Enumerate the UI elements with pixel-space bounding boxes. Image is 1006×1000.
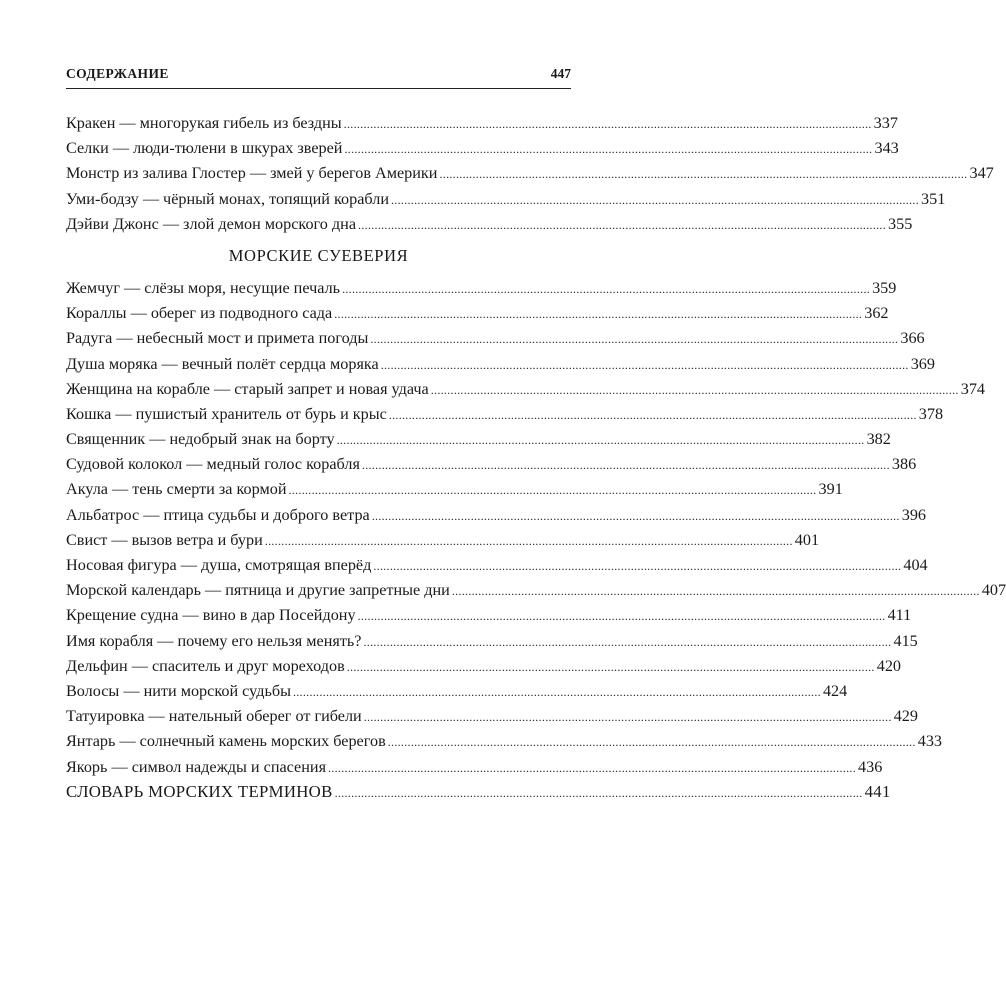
toc-entry-label: Жемчуг — слёзы моря, несущие печаль xyxy=(66,278,341,297)
toc-entry-label: Кракен — многорукая гибель из бездны xyxy=(66,114,342,132)
toc-entry-label: Судовой колокол — медный голос корабля xyxy=(66,455,360,474)
toc-entry-label: СЛОВАРЬ МОРСКИХ ТЕРМИНОВ xyxy=(66,781,333,801)
toc-entry-page: 420 xyxy=(876,656,901,675)
toc-entry[interactable] xyxy=(66,278,897,303)
toc-entry-label: Женщина на корабле — старый запрет и новая удача xyxy=(66,379,429,398)
toc-entry-page: 337 xyxy=(873,114,898,132)
toc-entry-page: 351 xyxy=(921,189,946,208)
toc-entry-page: 401 xyxy=(794,530,820,549)
toc-entry-page: 415 xyxy=(893,631,918,650)
leader-dots: ................................................................................................................................................................ xyxy=(439,167,968,182)
leader-dots: ................................................................................................................................................................ xyxy=(387,735,916,750)
section-heading: МОРСКИЕ СУЕВЕРИЯ xyxy=(228,245,409,265)
leader-dots: ................................................................................................................................................................ xyxy=(391,192,919,207)
toc-entry-label: Свист — вызов ветра и бури xyxy=(66,530,263,549)
toc-entry-label: Селки — люди-тюлени в шкурах зверей xyxy=(66,139,343,158)
toc-entry-label: Акула — тень смерти за кормой xyxy=(66,480,287,499)
leader-dots: ................................................................................................................................................................ xyxy=(292,684,821,699)
toc-entry-page: 386 xyxy=(891,455,917,474)
toc-entry-label: Священник — недобрый знак на борту xyxy=(66,430,335,449)
toc-entry-page: 424 xyxy=(822,681,848,700)
toc-entry-label: Монстр из залива Глостер — змей у берегов Америки xyxy=(66,164,438,183)
leader-dots: ................................................................................................................................................................ xyxy=(380,357,909,372)
toc-entry[interactable] xyxy=(66,189,946,214)
leader-dots: ................................................................................................................................................................ xyxy=(430,382,959,397)
page-number: 447 xyxy=(550,66,571,81)
toc-entry[interactable] xyxy=(66,757,883,782)
toc-entry[interactable] xyxy=(66,479,843,504)
toc-entry-label: Кораллы — оберег из подводного сада xyxy=(66,304,333,323)
toc-entry-page: 359 xyxy=(872,278,897,297)
toc-entry[interactable] xyxy=(66,379,986,404)
toc-entry-label: Дельфин — спаситель и друг мореходов xyxy=(66,656,345,675)
toc-entry[interactable] xyxy=(66,505,927,530)
toc-entry[interactable] xyxy=(66,555,928,580)
leader-dots: ................................................................................................................................................................ xyxy=(361,458,890,473)
toc-entry[interactable] xyxy=(66,706,918,731)
toc-entry[interactable] xyxy=(66,530,820,555)
leader-dots: ................................................................................................................................................................ xyxy=(346,659,875,674)
toc-entry-page: 441 xyxy=(864,781,891,801)
toc-entry-label: Крещение судна — вино в дар Посейдону xyxy=(66,606,356,625)
toc-entry-label: Радуга — небесный мост и примета погоды xyxy=(66,329,369,348)
leader-dots: ................................................................................................................................................................ xyxy=(288,483,817,498)
leader-dots: ................................................................................................................................................................ xyxy=(451,584,980,599)
toc-entry-page: 404 xyxy=(903,556,928,574)
toc-entry-label: Татуировка — нательный оберег от гибели xyxy=(66,707,362,726)
toc-entry-page: 436 xyxy=(858,757,883,776)
toc-entry[interactable] xyxy=(66,429,891,454)
toc-entry-page: 396 xyxy=(901,505,927,524)
toc-entry[interactable] xyxy=(66,605,912,630)
leader-dots: ................................................................................................................................................................ xyxy=(357,609,886,624)
leader-dots: ................................................................................................................................................................ xyxy=(371,508,900,523)
leader-dots: ................................................................................................................................................................ xyxy=(388,407,917,422)
toc-entry-label: Альбатрос — птица судьбы и доброго ветра xyxy=(66,505,370,524)
toc-entry[interactable] xyxy=(66,454,917,479)
toc-entry-glossary[interactable] xyxy=(66,781,891,807)
leader-dots: ................................................................................................................................................................ xyxy=(342,281,871,296)
toc-entry-page: 429 xyxy=(893,707,918,726)
toc-entry-page: 407 xyxy=(981,581,1006,600)
toc-entry-page: 362 xyxy=(864,304,889,323)
toc-entry[interactable] xyxy=(66,214,913,239)
toc-entry[interactable] xyxy=(66,328,925,353)
toc-entry-label: Морской календарь — пятница и другие запретные дни xyxy=(66,581,450,600)
toc-entry-page: 378 xyxy=(918,404,944,423)
toc-entry[interactable] xyxy=(66,681,848,706)
toc-entry-label: Волосы — нити морской судьбы xyxy=(66,681,291,700)
running-header xyxy=(66,62,571,89)
toc-entry-page: 355 xyxy=(888,214,913,233)
toc-entry-page: 366 xyxy=(900,329,925,348)
toc-entry-label: Уми-бодзу — чёрный монах, топящий корабли xyxy=(66,189,389,208)
toc-entry-page: 343 xyxy=(874,139,899,158)
leader-dots: ................................................................................................................................................................ xyxy=(334,785,863,800)
leader-dots: ................................................................................................................................................................ xyxy=(343,117,872,131)
toc-entry-label: Кошка — пушистый хранитель от бурь и крыс xyxy=(66,404,387,423)
toc-entry[interactable] xyxy=(66,656,901,681)
leader-dots: ................................................................................................................................................................ xyxy=(363,634,892,649)
toc-entry[interactable] xyxy=(66,303,889,328)
toc-group-superstitions xyxy=(66,278,1006,782)
toc-group-before xyxy=(66,113,994,239)
leader-dots: ................................................................................................................................................................ xyxy=(363,710,892,725)
leader-dots: ................................................................................................................................................................ xyxy=(328,760,857,775)
leader-dots: ................................................................................................................................................................ xyxy=(334,307,863,322)
toc-entry-page: 391 xyxy=(818,480,843,499)
toc-entry-page: 374 xyxy=(960,379,986,398)
leader-dots: ................................................................................................................................................................ xyxy=(358,217,887,232)
toc-entry[interactable] xyxy=(66,163,994,188)
toc-entry[interactable] xyxy=(66,631,918,656)
toc-entry-page: 382 xyxy=(866,430,891,449)
toc-entry-label: Душа моряка — вечный полёт сердца моряка xyxy=(66,354,379,373)
toc-entry-page: 433 xyxy=(917,732,942,751)
toc-entry[interactable] xyxy=(66,113,898,138)
toc-entry-label: Дэйви Джонс — злой демон морского дна xyxy=(66,214,357,233)
leader-dots: ................................................................................................................................................................ xyxy=(370,332,899,347)
leader-dots: ................................................................................................................................................................ xyxy=(344,142,873,157)
toc-entry-label: Имя корабля — почему его нельзя менять? xyxy=(66,631,362,650)
table-of-contents xyxy=(66,113,1006,807)
toc-entry-page: 411 xyxy=(887,606,912,625)
toc-entry[interactable] xyxy=(66,138,899,163)
toc-entry-label: Якорь — символ надежды и спасения xyxy=(66,757,327,776)
leader-dots: ................................................................................................................................................................ xyxy=(336,433,865,448)
toc-entry-page: 347 xyxy=(969,164,994,183)
toc-entry[interactable] xyxy=(66,731,942,756)
running-header-title: СОДЕРЖАНИЕ xyxy=(66,66,169,81)
toc-entry[interactable] xyxy=(66,580,1006,605)
toc-entry-label: Носовая фигура — душа, смотрящая вперёд xyxy=(66,556,372,574)
toc-entry[interactable] xyxy=(66,404,944,429)
toc-entry[interactable] xyxy=(66,354,935,379)
toc-entry-label: Янтарь — солнечный камень морских берегов xyxy=(66,732,386,751)
leader-dots: ................................................................................................................................................................ xyxy=(264,533,793,548)
leader-dots: ................................................................................................................................................................ xyxy=(373,559,902,573)
toc-entry-page: 369 xyxy=(910,354,935,373)
